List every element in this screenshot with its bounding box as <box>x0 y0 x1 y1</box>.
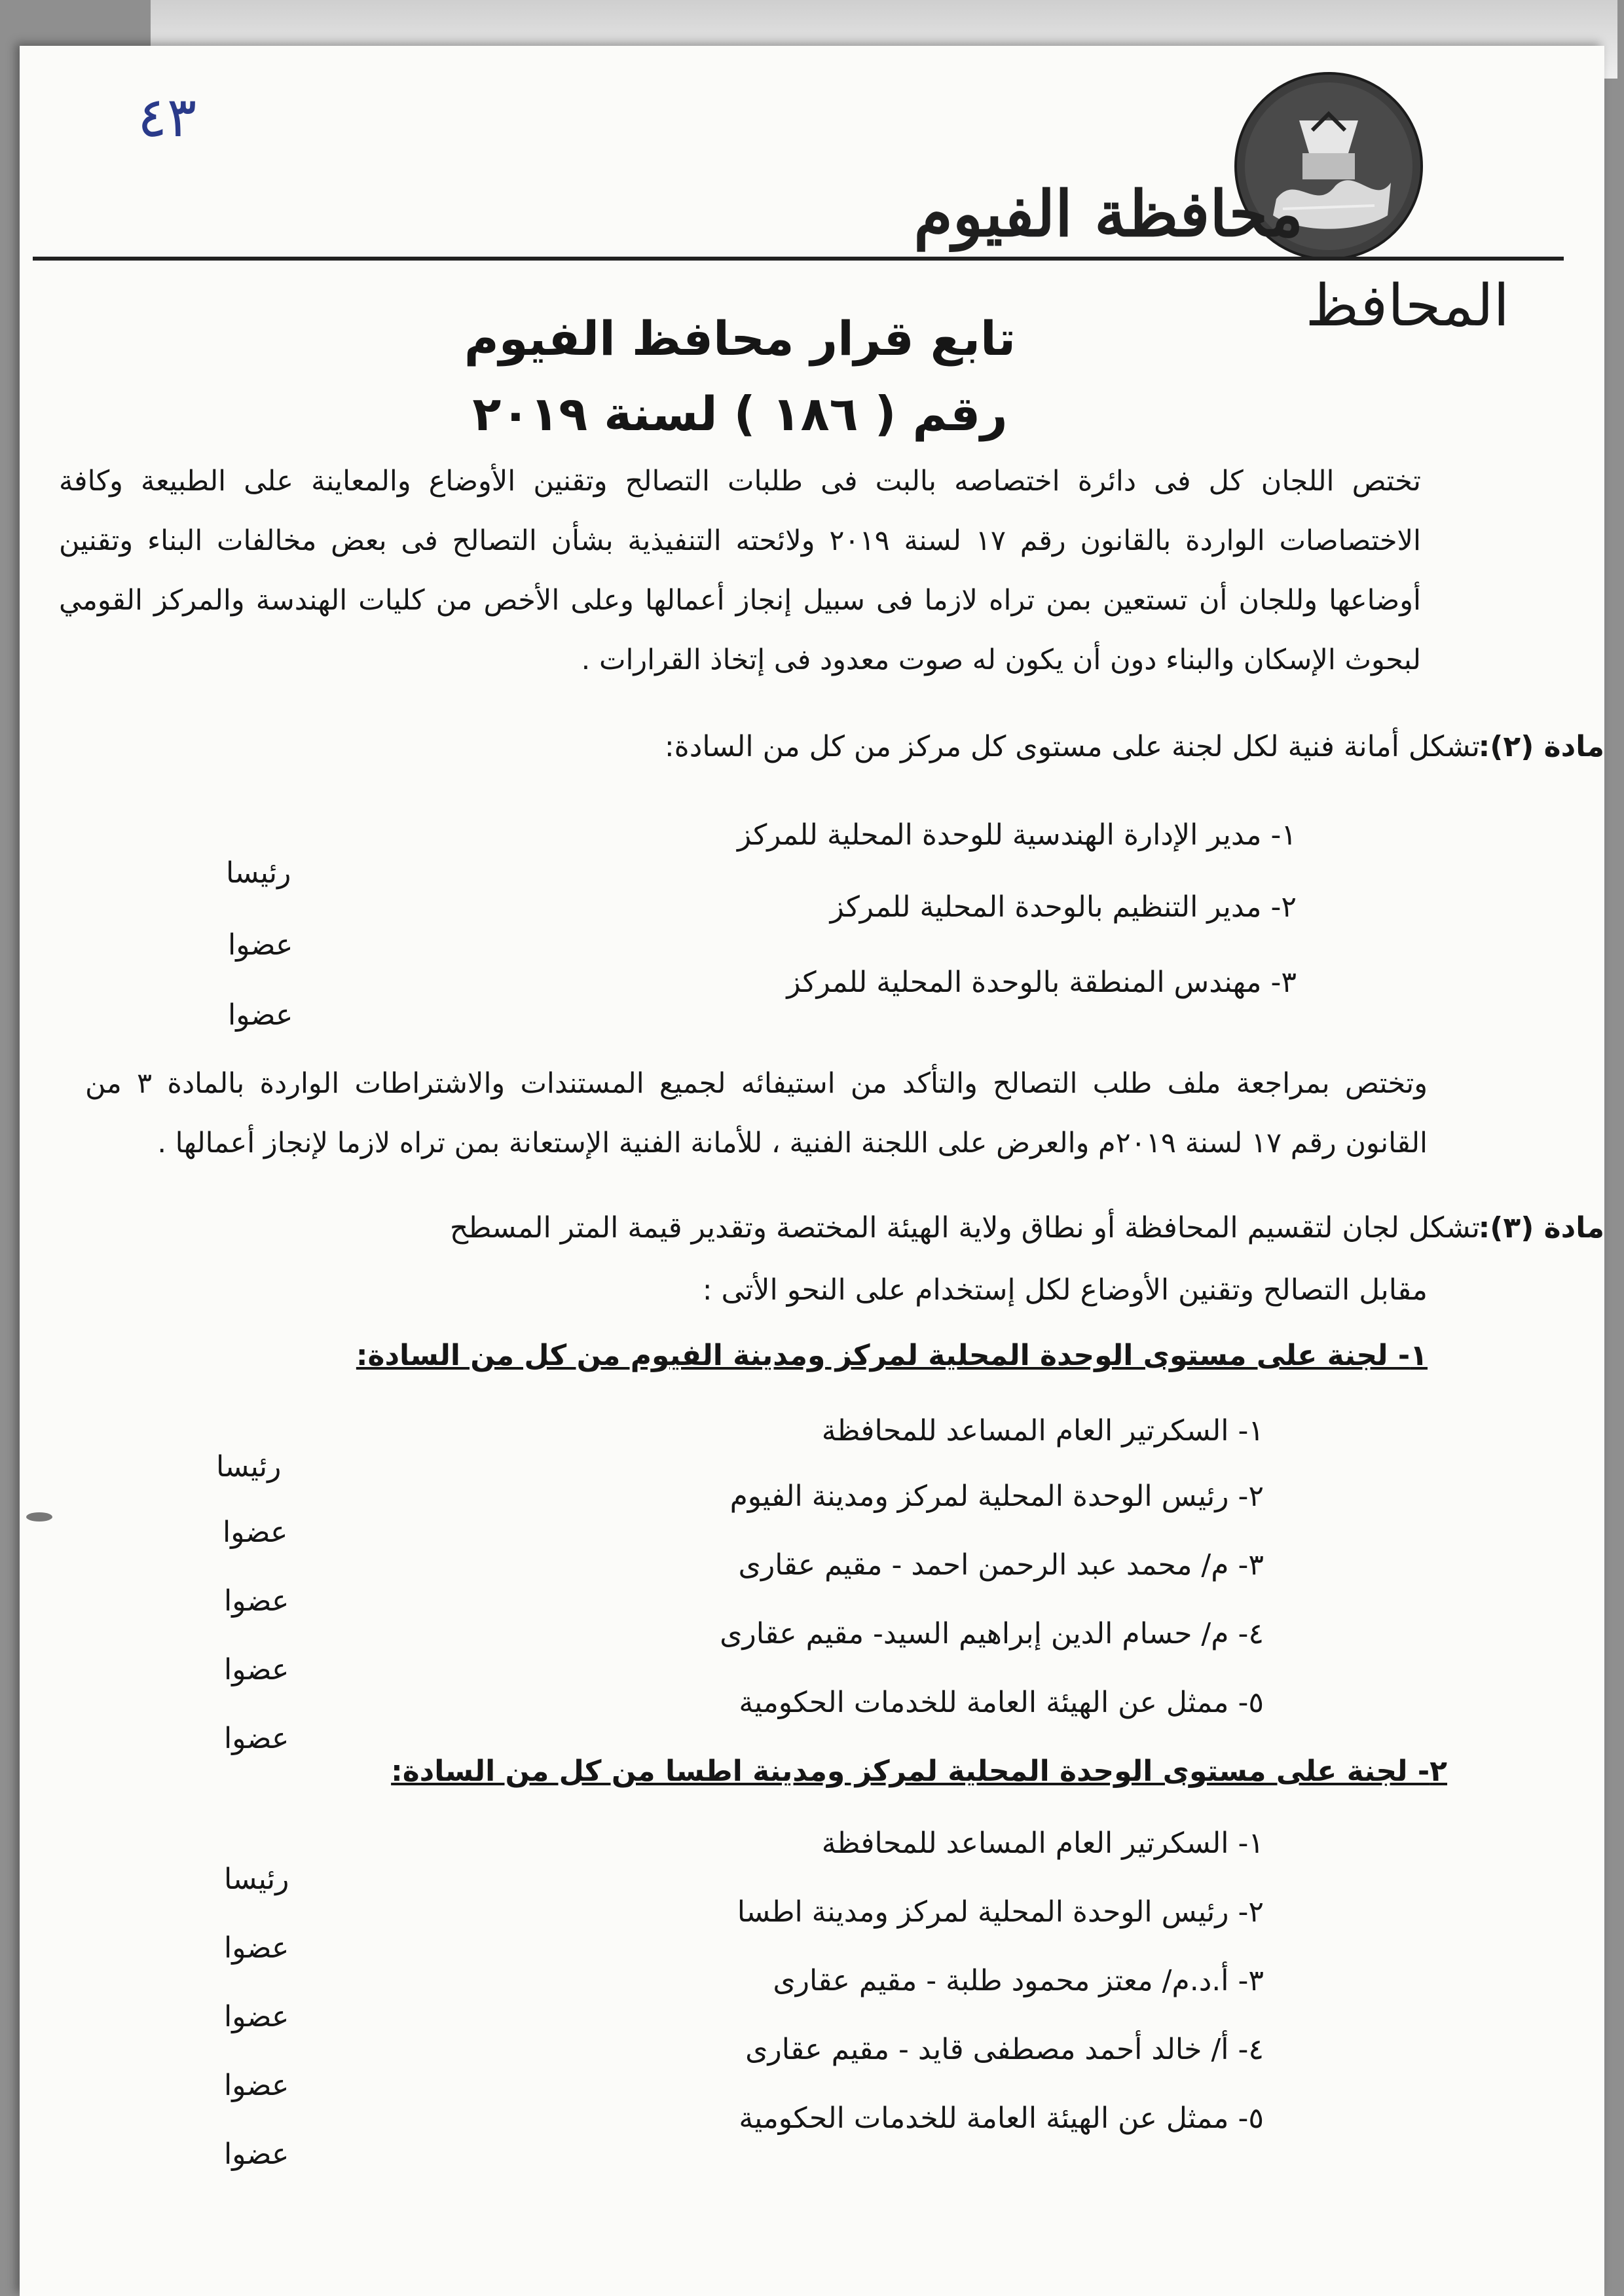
handwritten-page-mark: ٤٣ <box>138 85 197 149</box>
article-2-text: تشكل أمانة فنية لكل لجنة على مستوى كل مركز من كل من السادة: <box>664 730 1480 763</box>
committee-1-role: عضوا <box>224 1722 289 1755</box>
committee-1-member: ٢- رئيس الوحدة المحلية لمركز ومدينة الفيوم <box>729 1480 1264 1513</box>
decree-number: رقم ( ١٨٦ ) لسنة ٢٠١٩ <box>472 386 1008 441</box>
committee-1-member: ٣- م/ محمد عبد الرحمن احمد - مقيم عقارى <box>738 1548 1264 1582</box>
governor-label: المحافظ <box>1305 272 1509 339</box>
committee-2-member: ٥- ممثل عن الهيئة العامة للخدمات الحكومية <box>739 2102 1264 2135</box>
article-2-member: ٣- مهندس المنطقة بالوحدة المحلية للمركز <box>786 966 1297 999</box>
committee-2-role: رئيسا <box>224 1863 289 1896</box>
article-2-heading: مادة (٢): <box>1478 730 1604 763</box>
committee-2-role: عضوا <box>224 1931 289 1965</box>
committee-2-member: ٣- أ.د.م/ معتز محمود طلبة - مقيم عقارى <box>773 1964 1264 1997</box>
header-divider <box>33 257 1564 261</box>
article-2-member: ٢- مدير التنظيم بالوحدة المحلية للمركز <box>830 890 1297 924</box>
article-2-member: ١- مدير الإدارة الهندسية للوحدة المحلية للمركز <box>737 818 1297 852</box>
article-2-role: رئيسا <box>226 856 291 890</box>
committee-2-member: ٤- أ/ خالد أحمد مصطفى قايد - مقيم عقارى <box>745 2033 1264 2066</box>
document-page <box>20 46 1604 2296</box>
committee-1-role: رئيسا <box>216 1450 282 1484</box>
governorate-name: محافظة الفيوم <box>913 177 1303 251</box>
committee-2-role: عضوا <box>224 2069 289 2102</box>
committee-2-member: ١- السكرتير العام المساعد للمحافظة <box>821 1827 1264 1860</box>
committee-2-role: عضوا <box>224 2138 289 2171</box>
margin-mark <box>26 1512 52 1522</box>
decree-title: تابع قرار محافظ الفيوم <box>464 311 1016 366</box>
article-3-text: تشكل لجان لتقسيم المحافظة أو نطاق ولاية الهيئة المختصة وتقدير قيمة المتر المسطح <box>449 1211 1480 1245</box>
committee-1-role: عضوا <box>224 1653 289 1686</box>
article-3-heading: مادة (٣): <box>1478 1211 1604 1245</box>
committee-2-role: عضوا <box>224 2000 289 2033</box>
article-2-role: عضوا <box>228 928 293 962</box>
committee-1-heading: ١- لجنة على مستوى الوحدة المحلية لمركز ومدينة الفيوم من كل من السادة: <box>356 1339 1428 1372</box>
article-2-paragraph: وتختص بمراجعة ملف طلب التصالح والتأكد من استيفائه لجميع المستندات والاشتراطات الواردة بالمادة ٣ من القانون رقم ١٧ لسنة ٢٠١٩م والعرض على اللجنة الفنية ، للأمانة الفنية الإستعانة بمن تراه لازما لإنجاز أعمالها . <box>85 1067 1428 1159</box>
article-3-text: مقابل التصالح وتقنين الأوضاع لكل إستخدام على النحو الأتى : <box>702 1273 1428 1307</box>
committee-1-role: عضوا <box>223 1516 288 1549</box>
committee-1-member: ١- السكرتير العام المساعد للمحافظة <box>821 1414 1264 1448</box>
committee-1-member: ٥- ممثل عن الهيئة العامة للخدمات الحكومية <box>739 1686 1264 1719</box>
committee-1-member: ٤- م/ حسام الدين إبراهيم السيد- مقيم عقارى <box>720 1617 1264 1650</box>
intro-paragraph: تختص اللجان كل فى دائرة اختصاصه بالبت فى طلبات التصالح وتقنين الأوضاع والمعاينة على الطبيعة وكافة الاختصاصات الواردة بالقانون رقم ١٧ لسنة ٢٠١٩ ولائحته التنفيذية بشأن التصالح فى بعض مخالفات البناء وتقنين أوضاعها وللجان أن تستعين بمن تراه لازما فى سبيل إنجاز أعمالها وعلى الأخص من كليات الهندسة والمركز القومي لبحوث الإسكان والبناء دون أن يكون له صوت معدود فى إتخاذ القرارات . <box>59 465 1421 676</box>
article-2-role: عضوا <box>228 998 293 1032</box>
committee-1-role: عضوا <box>224 1584 289 1618</box>
committee-2-member: ٢- رئيس الوحدة المحلية لمركز ومدينة اطسا <box>737 1895 1264 1929</box>
committee-2-heading: ٢- لجنة على مستوى الوحدة المحلية لمركز ومدينة اطسا من كل من السادة: <box>391 1755 1447 1788</box>
